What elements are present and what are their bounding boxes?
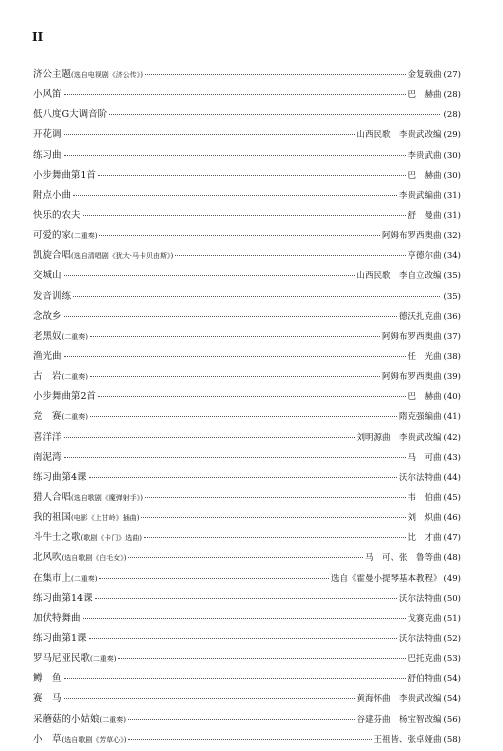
dot-leader: [64, 457, 406, 458]
entry-title: [33, 630, 87, 644]
toc-entry: [33, 147, 461, 167]
entry-title-text: 练习曲第1课: [33, 632, 87, 644]
entry-title-text: 斗牛士之歌: [33, 532, 81, 544]
entry-page: (54): [443, 694, 461, 705]
dot-leader: [89, 638, 397, 639]
entry-title-text: 我的祖国: [33, 512, 72, 524]
entry-author: 阿姆布罗西奥曲: [382, 372, 442, 383]
dot-leader: [90, 416, 397, 417]
entry-title: [33, 408, 88, 422]
entry-author: 隋克强编曲: [399, 412, 442, 423]
toc-entry: [33, 630, 461, 650]
dot-leader: [144, 537, 406, 538]
entry-page: (42): [443, 432, 461, 443]
dot-leader: [90, 336, 380, 337]
toc-entry: [33, 86, 461, 106]
entry-note: (二重奏): [99, 715, 126, 724]
dot-leader: [98, 396, 405, 397]
entry-title-text: 练习曲第4课: [33, 471, 87, 483]
dot-leader: [99, 578, 329, 579]
toc-entry: [33, 328, 461, 348]
dot-leader: [64, 356, 406, 357]
entry-author: 李贵武曲: [407, 150, 442, 161]
dot-leader: [141, 517, 405, 518]
dot-leader: [99, 235, 380, 236]
toc-entry: [33, 670, 461, 690]
entry-title-text: 北风吹: [33, 552, 62, 564]
entry-page: (39): [443, 372, 461, 383]
toc-entry: [33, 187, 461, 207]
dot-leader: [90, 376, 380, 377]
entry-author: 阿姆布罗西奥曲: [382, 231, 442, 242]
entry-title: [33, 288, 71, 302]
entry-title: [33, 449, 62, 463]
entry-page: (31): [443, 210, 461, 221]
entry-author: 沃尔法特曲: [399, 633, 442, 644]
entry-title-text: 开花调: [33, 129, 62, 141]
entry-author: 韦 伯曲: [407, 492, 442, 503]
entry-page: (48): [443, 553, 461, 564]
entry-author: 戈赛克曲: [407, 613, 442, 624]
dot-leader: [145, 497, 406, 498]
toc-entry: [33, 288, 461, 308]
entry-page: (50): [443, 593, 461, 604]
entry-author: 选自《霍曼小提琴基本教程》: [331, 573, 442, 584]
entry-title: [33, 147, 62, 161]
dot-leader: [128, 557, 363, 558]
entry-page: (41): [443, 412, 461, 423]
entry-author: 谷建芬曲 杨宝智改编: [356, 714, 442, 725]
toc-entry: [33, 126, 461, 146]
entry-title: [33, 610, 81, 624]
entry-author: 巴 赫曲: [407, 90, 442, 101]
entry-page: (52): [443, 633, 461, 644]
entry-author: 巴 赫曲: [407, 392, 442, 403]
entry-title-text: 快乐的农夫: [33, 209, 81, 221]
toc-entry: [33, 509, 461, 529]
entry-title: [33, 227, 97, 241]
entry-title: [33, 106, 107, 120]
dot-leader: [109, 114, 439, 115]
entry-note: (歌剧《卡门》选曲): [80, 534, 142, 543]
entry-page: (30): [443, 170, 461, 181]
entry-author: 黄海怀曲 李贵武改编: [356, 694, 442, 705]
dot-leader: [98, 175, 405, 176]
entry-author: 巴托克曲: [407, 654, 442, 665]
entry-title: [33, 570, 97, 584]
entry-title-text: 喜洋洋: [33, 431, 62, 443]
entry-author: 马 可、张 鲁等曲: [365, 553, 442, 564]
entry-page: (44): [443, 472, 461, 483]
entry-author: 比 才曲: [407, 533, 442, 544]
entry-page: (58): [443, 734, 461, 745]
entry-page: (36): [443, 311, 461, 322]
entry-author: 马 可曲: [407, 452, 442, 463]
dot-leader: [128, 719, 355, 720]
entry-title-text: 赛 马: [33, 693, 62, 705]
toc-entry: [33, 106, 461, 126]
dot-leader: [73, 296, 440, 297]
entry-title: [33, 469, 87, 483]
entry-title-text: 可爱的家: [33, 230, 72, 242]
toc-entry: [33, 610, 461, 630]
dot-leader: [83, 618, 406, 619]
entry-page: (37): [443, 331, 461, 342]
dot-leader: [95, 598, 397, 599]
entry-title-text: 练习曲第14课: [33, 592, 93, 604]
entry-author: 山西民歌 李贵武改编: [356, 130, 442, 141]
entry-page: (31): [443, 190, 461, 201]
entry-page: (35): [443, 291, 461, 302]
entry-title: [33, 509, 139, 523]
entry-title: [33, 711, 126, 725]
page-number: II: [32, 30, 44, 44]
entry-note: (选自歌剧《白毛女》): [61, 554, 127, 563]
entry-note: (二重奏): [61, 373, 88, 382]
entry-note: (二重奏): [71, 574, 98, 583]
entry-title: [33, 126, 62, 140]
entry-page: (34): [443, 251, 461, 262]
entry-page: (28): [443, 90, 461, 101]
entry-title-text: 交城山: [33, 270, 62, 282]
entry-page: (54): [443, 674, 461, 685]
toc-entry: [33, 167, 461, 187]
toc-entry: [33, 570, 461, 590]
dot-leader: [64, 134, 355, 135]
entry-title: [33, 207, 81, 221]
entry-author: 李贵武编曲: [399, 190, 442, 201]
toc-entry: [33, 469, 461, 489]
entry-title: [33, 247, 173, 261]
entry-page: (29): [443, 130, 461, 141]
entry-title-text: 古 岩: [33, 371, 62, 383]
toc-entry: [33, 429, 461, 449]
entry-author: 舒伯特曲: [407, 674, 442, 685]
toc-entry: [33, 308, 461, 328]
toc-entry: [33, 368, 461, 388]
dot-leader: [64, 94, 406, 95]
toc-entry: [33, 388, 461, 408]
entry-title: [33, 690, 62, 704]
entry-title: [33, 650, 116, 664]
entry-author: 山西民歌 李自立改编: [356, 271, 442, 282]
entry-title: [33, 549, 126, 563]
toc-entry: [33, 207, 461, 227]
entry-title-text: 南泥湾: [33, 451, 62, 463]
entry-title-text: 采蘑菇的小姑娘: [33, 713, 100, 725]
toc-entry: [33, 650, 461, 670]
toc-entry: [33, 449, 461, 469]
entry-author: 沃尔法特曲: [399, 472, 442, 483]
entry-title-text: 罗马尼亚民歌: [33, 653, 91, 665]
dot-leader: [128, 739, 371, 740]
dot-leader: [118, 658, 405, 659]
entry-note: (二重奏): [71, 232, 98, 241]
entry-note: (二重奏): [61, 332, 88, 341]
table-of-contents: [33, 66, 461, 751]
entry-note: (选自歌剧《魔弹射手》): [71, 493, 143, 502]
entry-page: (45): [443, 492, 461, 503]
entry-page: (51): [443, 613, 461, 624]
entry-title-text: 念故乡: [33, 310, 62, 322]
toc-entry: [33, 590, 461, 610]
entry-note: (选自电视剧《济公传》): [71, 71, 143, 79]
entry-title: [33, 429, 62, 443]
entry-page: (32): [443, 231, 461, 242]
entry-page: (46): [443, 513, 461, 524]
dot-leader: [64, 678, 406, 679]
entry-page: (40): [443, 392, 461, 403]
entry-page: (28): [443, 110, 461, 121]
entry-title-text: 低八度G大调音阶: [33, 109, 108, 121]
entry-title-text: 老黑奴: [33, 330, 62, 342]
entry-title: [33, 86, 62, 100]
dot-leader: [145, 74, 406, 75]
toc-entry: [33, 489, 461, 509]
entry-page: (38): [443, 351, 461, 362]
dot-leader: [64, 316, 398, 317]
toc-entry: [33, 690, 461, 710]
entry-title: [33, 529, 142, 543]
dot-leader: [89, 477, 397, 478]
entry-note: (电影《上甘岭》插曲): [71, 514, 140, 523]
entry-author: 德沃扎克曲: [399, 311, 442, 322]
entry-title-text: 在集市上: [33, 572, 72, 584]
entry-title-text: 猎人合唱: [33, 491, 72, 503]
toc-entry: [33, 66, 461, 86]
entry-author: 金复载曲: [407, 70, 442, 80]
dot-leader: [64, 155, 406, 156]
entry-title-text: 鳟 鱼: [33, 673, 62, 685]
entry-title: [33, 167, 96, 181]
entry-title-text: 小步舞曲第1首: [33, 169, 97, 181]
entry-note: (选自歌剧《芳草心》): [61, 735, 127, 744]
entry-note: (二重奏): [61, 413, 88, 422]
entry-title: [33, 388, 96, 402]
dot-leader: [83, 215, 406, 216]
entry-title-text: 发音训练: [33, 290, 72, 302]
dot-leader: [64, 698, 355, 699]
entry-note: (选自清唱剧《犹大·马卡贝由斯》): [71, 252, 174, 261]
toc-entry: [33, 549, 461, 569]
entry-title: [33, 590, 93, 604]
entry-title-text: 渔光曲: [33, 350, 62, 362]
dot-leader: [175, 255, 405, 256]
entry-author: 刘明源曲 李贵武改编: [356, 432, 442, 443]
entry-title: [33, 670, 62, 684]
entry-note: (二重奏): [90, 655, 117, 664]
entry-author: 王祖皆、张卓娅曲: [373, 734, 442, 745]
toc-entry: [33, 408, 461, 428]
entry-page: (49): [443, 573, 461, 584]
entry-title: [33, 368, 88, 382]
entry-title-text: 附点小曲: [33, 189, 72, 201]
entry-title-text: 小步舞曲第2首: [33, 391, 97, 403]
entry-page: (56): [443, 714, 461, 725]
entry-title-text: 小 草: [33, 733, 62, 745]
entry-author: 刘 炽曲: [407, 513, 442, 524]
entry-page: (47): [443, 533, 461, 544]
entry-title: [33, 348, 62, 362]
dot-leader: [64, 275, 355, 276]
entry-author: 任 光曲: [407, 351, 442, 362]
entry-author: 阿姆布罗西奥曲: [382, 331, 442, 342]
dot-leader: [64, 437, 355, 438]
entry-page: (53): [443, 654, 461, 665]
toc-entry: [33, 348, 461, 368]
toc-entry: [33, 711, 461, 731]
entry-title: [33, 66, 143, 80]
entry-title: [33, 308, 62, 322]
toc-entry: [33, 267, 461, 287]
toc-entry: [33, 227, 461, 247]
entry-title-text: 练习曲: [33, 149, 62, 161]
entry-title: [33, 328, 88, 342]
entry-title-text: 竞 赛: [33, 411, 62, 423]
entry-title-text: 济公主题: [33, 69, 72, 80]
entry-author: 亨德尔曲: [407, 251, 442, 262]
toc-entry: [33, 529, 461, 549]
entry-title: [33, 489, 143, 503]
entry-author: 巴 赫曲: [407, 170, 442, 181]
entry-title-text: 加伏特舞曲: [33, 612, 81, 624]
entry-page: (43): [443, 452, 461, 463]
toc-entry: [33, 247, 461, 267]
dot-leader: [73, 195, 397, 196]
entry-author: 舒 曼曲: [407, 210, 442, 221]
entry-author: 沃尔法特曲: [399, 593, 442, 604]
entry-title-text: 小风笛: [33, 89, 62, 101]
entry-page: (27): [443, 70, 461, 80]
entry-title: [33, 731, 126, 745]
entry-title: [33, 267, 62, 281]
toc-entry: [33, 731, 461, 751]
entry-page: (30): [443, 150, 461, 161]
entry-title-text: 凯旋合唱: [33, 250, 72, 262]
entry-title: [33, 187, 71, 201]
entry-page: (35): [443, 271, 461, 282]
